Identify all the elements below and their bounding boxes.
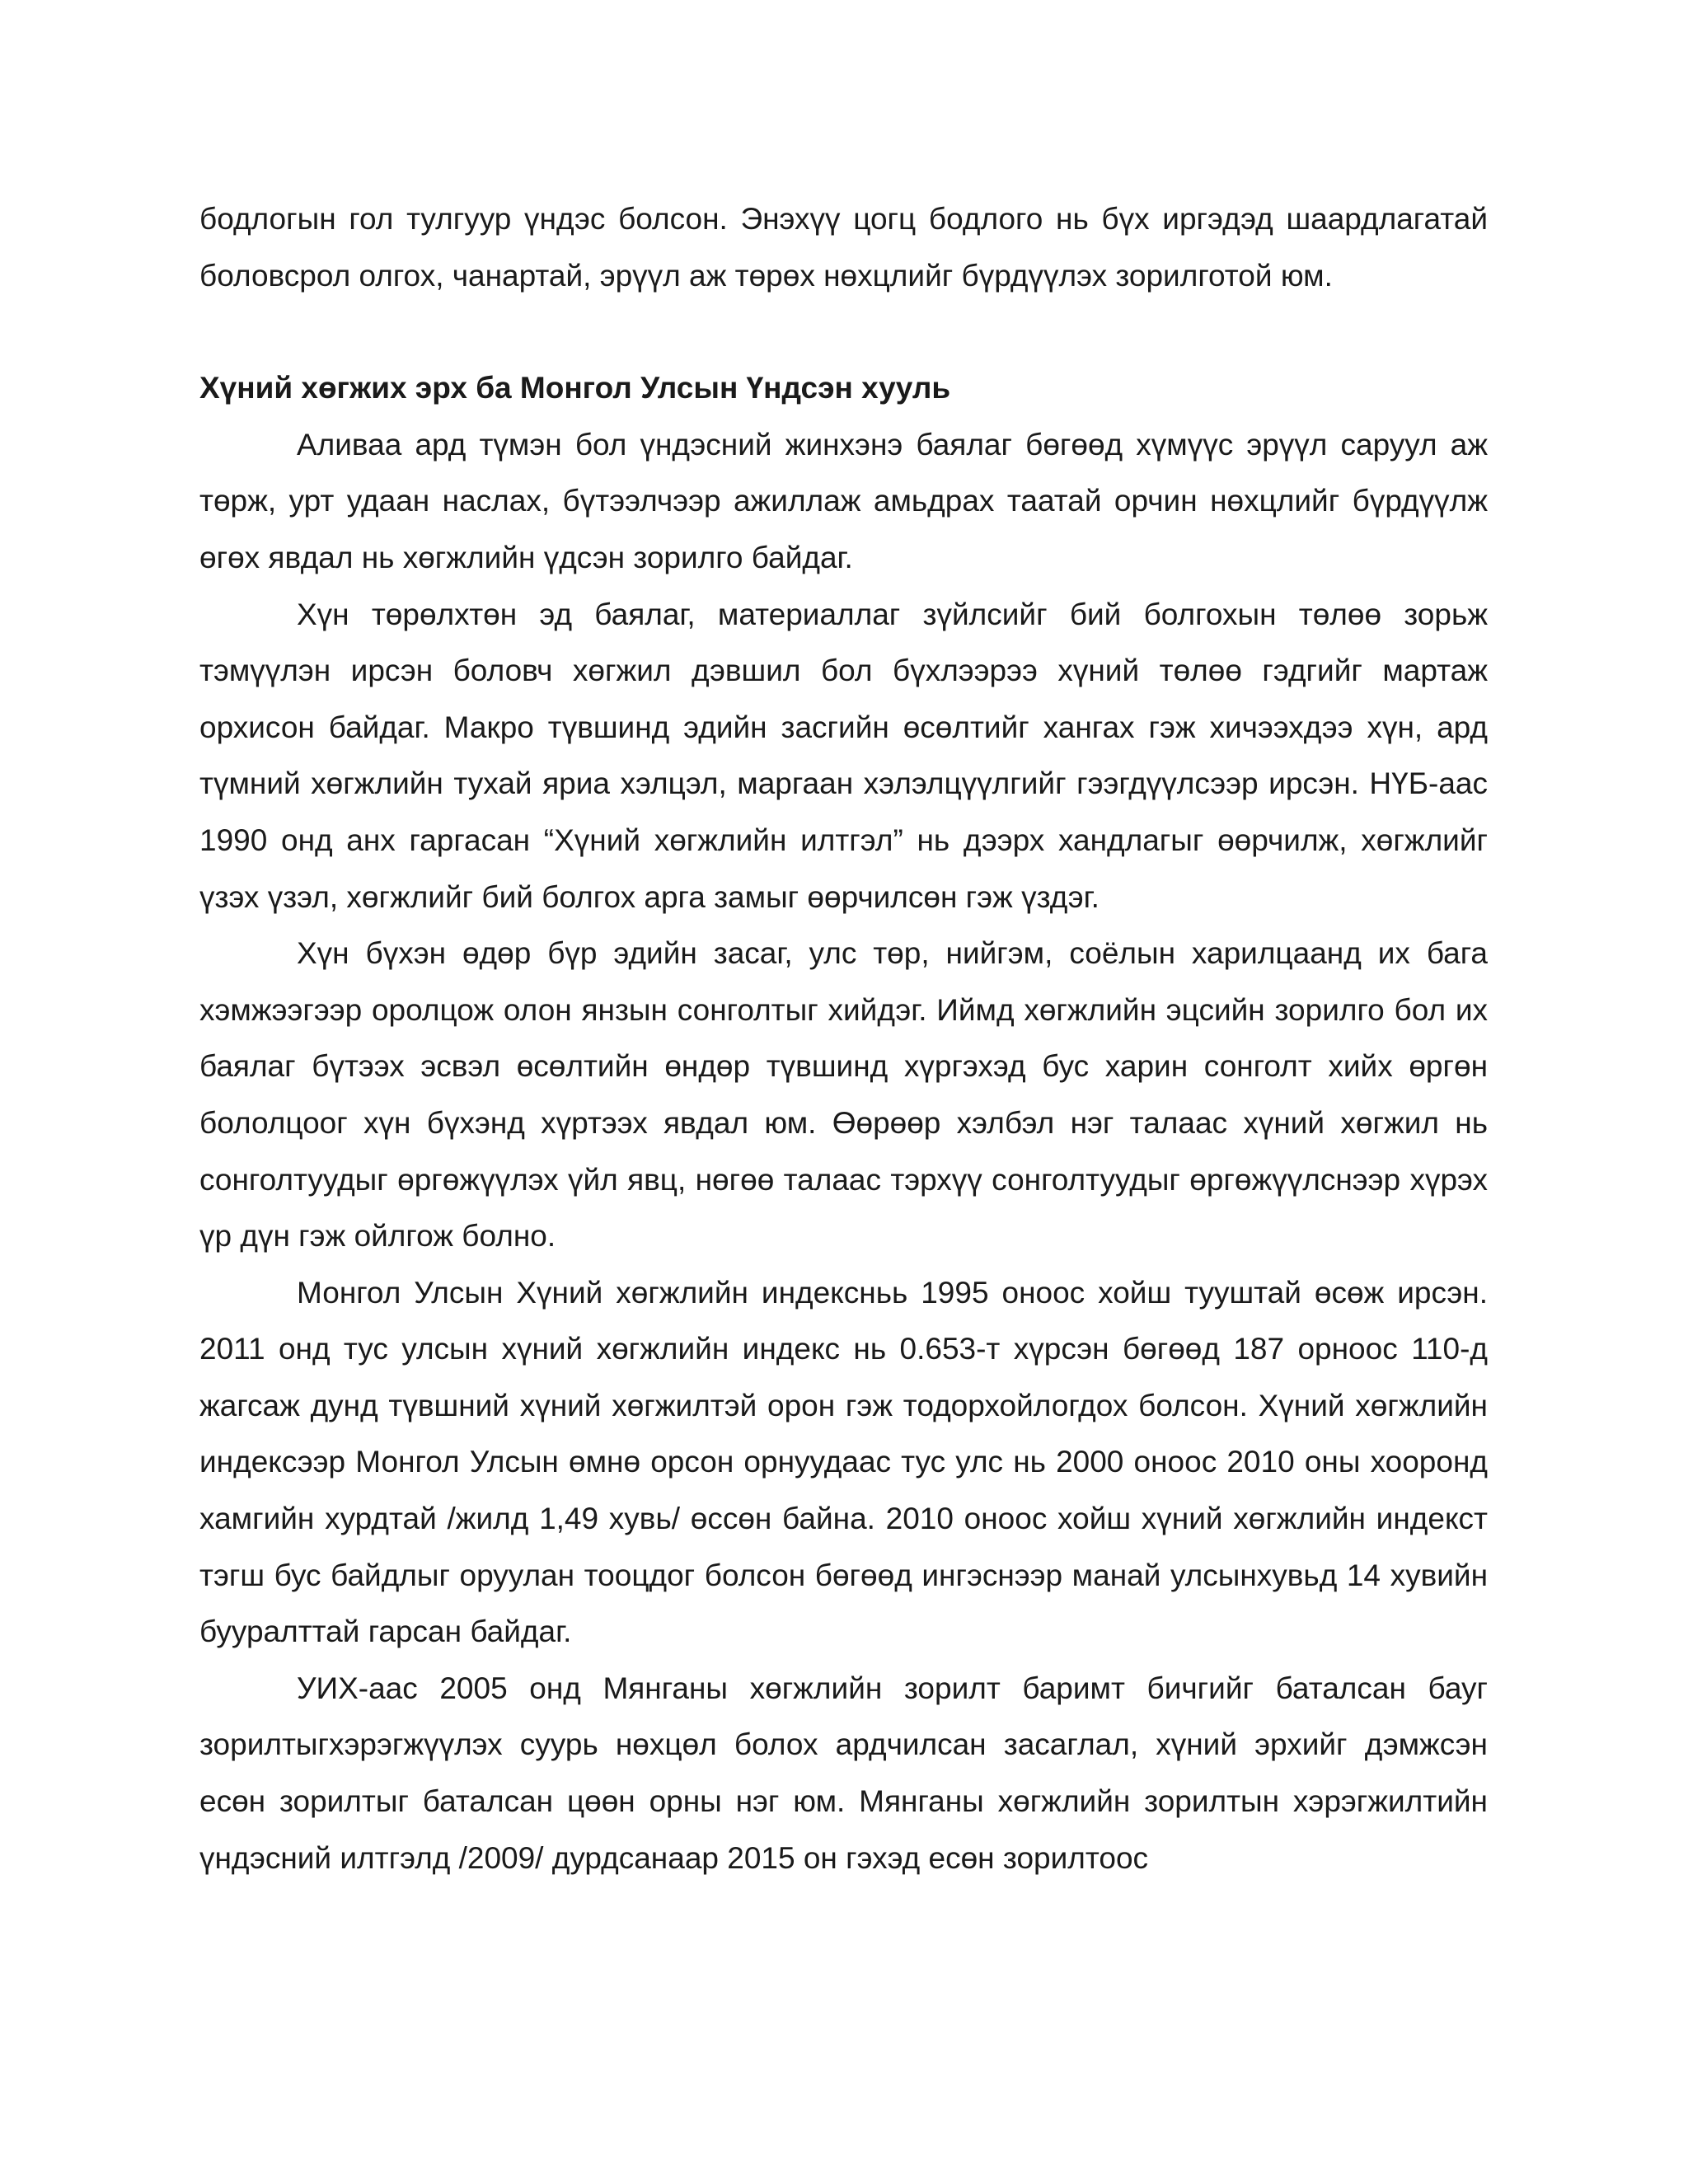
body-paragraph-1: Аливаа ард түмэн бол үндэсний жинхэнэ баялаг бөгөөд хүмүүс эрүүл саруул аж төрж, урт удаан наслах, бүтээлчээр ажиллаж амьдрах таатай орчин нөхцлийг бүрдүүлж өгөх явдал нь хөгжлийн үдсэн зорилго байдаг. — [199, 427, 1488, 574]
body-paragraph-5: УИХ-аас 2005 онд Мянганы хөгжлийн зорилт баримт бичгийг баталсан бауг зорилтыгхэрэгжүүлэх суурь нөхцөл болох ардчилсан засаглал, хүний эрхийг дэмжсэн есөн зорилтыг баталсан цөөн орны нэг юм. Мянганы хөгжлийн зорилтын хэрэгжилтийн үндэсний илтгэлд /2009/ дурдсанаар 2015 он гэхэд есөн зорилтоос — [199, 1671, 1488, 1875]
intro-paragraph: бодлогын гол тулгуур үндэс болсон. Энэхүү цогц бодлого нь бүх иргэдэд шаардлагатай боловсрол олгох, чанартай, эрүүл аж төрөх нөхцлийг бүрдүүлэх зорилготой юм. — [199, 202, 1488, 293]
section-heading: Хүний хөгжих эрх ба Монгол Улсын Үндсэн хууль — [199, 371, 951, 405]
document-body — [199, 191, 1488, 1886]
body-paragraph-3: Хүн бүхэн өдөр бүр эдийн засаг, улс төр, нийгэм, соёлын харилцаанд их бага хэмжээгээр оролцож олон янзын сонголтыг хийдэг. Иймд хөгжлийн эцсийн зорилго бол их баялаг бүтээх эсвэл өсөлтийн өндөр түвшинд хүргэхэд бус харин сонголт хийх өргөн бололцоог хүн бүхэнд хүртээх явдал юм. Өөрөөр хэлбэл нэг талаас хүний хөгжил нь сонголтуудыг өргөжүүлэх үйл явц, нөгөө талаас тэрхүү сонголтуудыг өргөжүүлснээр хүрэх үр дүн гэж ойлгож болно. — [199, 936, 1488, 1254]
body-paragraph-4: Монгол Улсын Хүний хөгжлийн индексньь 1995 оноос хойш тууштай өсөж ирсэн. 2011 онд тус улсын хүний хөгжлийн индекс нь 0.653-т хүрсэн бөгөөд 187 орноос 110-д жагсаж дунд түвшний хүний хөгжилтэй орон гэж тодорхойлогдох болсон. Хүний хөгжлийн индексээр Монгол Улсын өмнө орсон орнуудаас тус улс нь 2000 оноос 2010 оны хооронд хамгийн хурдтай /жилд 1,49 хувь/ өссөн байна. 2010 оноос хойш хүний хөгжлийн индекст тэгш бус байдлыг оруулан тооцдог болсон бөгөөд ингэснээр манай улсынхувьд 14 хувийн бууралттай гарсан байдаг. — [199, 1275, 1488, 1649]
body-paragraph-2: Хүн төрөлхтөн эд баялаг, материаллаг зүйлсийг бий болгохын төлөө зорьж тэмүүлэн ирсэн боловч хөгжил дэвшил бол бүхлээрээ хүний төлөө гэдгийг мартаж орхисон байдаг. Макро түвшинд эдийн засгийн өсөлтийг хангах гэж хичээхдээ хүн, ард түмний хөгжлийн тухай яриа хэлцэл, маргаан хэлэлцүүлгийг гээгдүүлсээр ирсэн. НҮБ-аас 1990 онд анх гаргасан “Хүний хөгжлийн илтгэл” нь дээрх хандлагыг өөрчилж, хөгжлийг үзэх үзэл, хөгжлийг бий болгох арга замыг өөрчилсөн гэж үздэг. — [199, 597, 1488, 914]
